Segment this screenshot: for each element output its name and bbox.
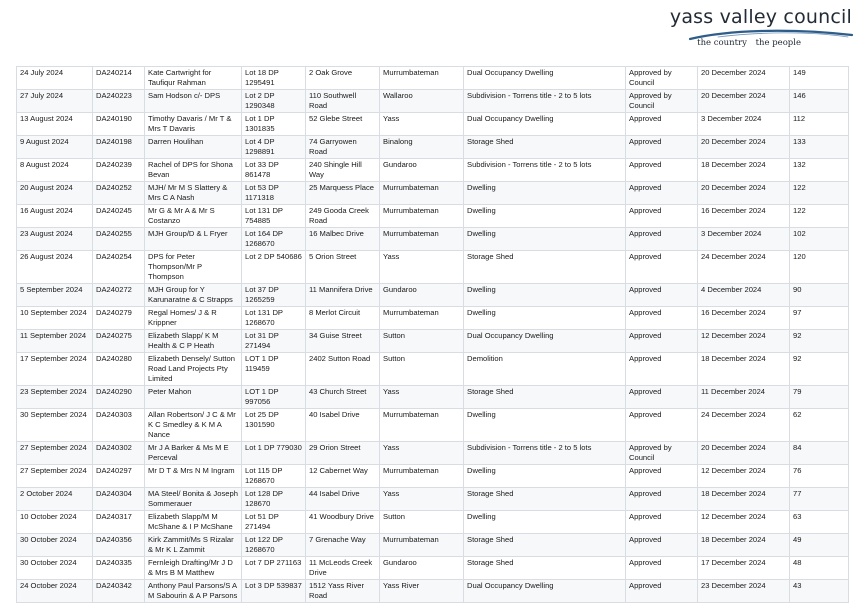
da-number-cell: DA240255 [93, 228, 145, 251]
locality-cell: Yass [380, 442, 464, 465]
locality-cell: Sutton [380, 511, 464, 534]
logo-tagline [694, 38, 804, 48]
decision-cell: Approved [626, 228, 698, 251]
council-logo [660, 6, 856, 54]
decision-date-cell: 18 December 2024 [698, 488, 790, 511]
decision-date-cell: 18 December 2024 [698, 534, 790, 557]
decision-cell: Approved by Council [626, 67, 698, 90]
decision-date-cell: 12 December 2024 [698, 330, 790, 353]
applicant-cell: Kate Cartwright for Taufiqur Rahman [145, 67, 242, 90]
locality-cell: Gundaroo [380, 557, 464, 580]
lot-dp-cell: Lot 18 DP 1295491 [242, 67, 306, 90]
table-row [17, 442, 849, 465]
lodged-date-cell: 9 August 2024 [17, 136, 93, 159]
development-type-cell: Storage Shed [464, 534, 626, 557]
lot-dp-cell: Lot 131 DP 754885 [242, 205, 306, 228]
address-cell: 249 Gooda Creek Road [306, 205, 380, 228]
table-row [17, 534, 849, 557]
development-type-cell: Storage Shed [464, 136, 626, 159]
applicant-cell: Sam Hodson c/- DPS [145, 90, 242, 113]
decision-date-cell: 4 December 2024 [698, 284, 790, 307]
decision-cell: Approved [626, 511, 698, 534]
table-row [17, 113, 849, 136]
lot-dp-cell: Lot 37 DP 1265259 [242, 284, 306, 307]
days-cell: 48 [790, 557, 849, 580]
table-row [17, 488, 849, 511]
days-cell: 76 [790, 465, 849, 488]
applicant-cell: Fernleigh Drafting/Mr J D & Mrs B M Matthew [145, 557, 242, 580]
days-cell: 84 [790, 442, 849, 465]
development-type-cell: Dwelling [464, 409, 626, 442]
locality-cell: Murrumbateman [380, 67, 464, 90]
development-type-cell: Dwelling [464, 284, 626, 307]
development-type-cell: Dual Occupancy Dwelling [464, 113, 626, 136]
lodged-date-cell: 24 October 2024 [17, 580, 93, 603]
locality-cell: Sutton [380, 353, 464, 386]
decision-cell: Approved [626, 386, 698, 409]
lot-dp-cell: Lot 1 DP 779030 [242, 442, 306, 465]
table-row [17, 330, 849, 353]
lodged-date-cell: 2 October 2024 [17, 488, 93, 511]
da-number-cell: DA240303 [93, 409, 145, 442]
decision-cell: Approved [626, 284, 698, 307]
table-row [17, 557, 849, 580]
lot-dp-cell: Lot 3 DP 539837 [242, 580, 306, 603]
decision-cell: Approved [626, 580, 698, 603]
development-type-cell: Dwelling [464, 228, 626, 251]
table-row [17, 580, 849, 603]
applicant-cell: MJH/ Mr M S Slattery & Mrs C A Nash [145, 182, 242, 205]
applicant-cell: Elizabeth Densely/ Sutton Road Land Projects Pty Limited [145, 353, 242, 386]
table-row [17, 159, 849, 182]
applicant-cell: Peter Mahon [145, 386, 242, 409]
days-cell: 43 [790, 580, 849, 603]
table-row [17, 307, 849, 330]
days-cell: 133 [790, 136, 849, 159]
decision-cell: Approved [626, 534, 698, 557]
locality-cell: Yass River [380, 580, 464, 603]
lodged-date-cell: 8 August 2024 [17, 159, 93, 182]
address-cell: 110 Southwell Road [306, 90, 380, 113]
decision-date-cell: 20 December 2024 [698, 442, 790, 465]
days-cell: 92 [790, 353, 849, 386]
da-number-cell: DA240317 [93, 511, 145, 534]
decision-date-cell: 11 December 2024 [698, 386, 790, 409]
days-cell: 120 [790, 251, 849, 284]
da-number-cell: DA240302 [93, 442, 145, 465]
address-cell: 29 Orion Street [306, 442, 380, 465]
decision-cell: Approved [626, 465, 698, 488]
da-number-cell: DA240275 [93, 330, 145, 353]
decision-cell: Approved [626, 409, 698, 442]
address-cell: 43 Church Street [306, 386, 380, 409]
lot-dp-cell: Lot 33 DP 861478 [242, 159, 306, 182]
days-cell: 90 [790, 284, 849, 307]
days-cell: 62 [790, 409, 849, 442]
lot-dp-cell: Lot 2 DP 1290348 [242, 90, 306, 113]
development-type-cell: Dwelling [464, 307, 626, 330]
decision-cell: Approved [626, 251, 698, 284]
locality-cell: Murrumbateman [380, 534, 464, 557]
applicant-cell: Mr G & Mr A & Mr S Costanzo [145, 205, 242, 228]
decision-date-cell: 3 December 2024 [698, 113, 790, 136]
table-row [17, 386, 849, 409]
decision-cell: Approved [626, 113, 698, 136]
lot-dp-cell: LOT 1 DP 997056 [242, 386, 306, 409]
development-type-cell: Dwelling [464, 511, 626, 534]
da-number-cell: DA240272 [93, 284, 145, 307]
tagline-right: the people [755, 38, 801, 48]
decision-date-cell: 20 December 2024 [698, 136, 790, 159]
address-cell: 1512 Yass River Road [306, 580, 380, 603]
lodged-date-cell: 30 October 2024 [17, 557, 93, 580]
lodged-date-cell: 27 July 2024 [17, 90, 93, 113]
applicant-cell: MJH Group/D & L Fryer [145, 228, 242, 251]
address-cell: 34 Guise Street [306, 330, 380, 353]
da-number-cell: DA240297 [93, 465, 145, 488]
locality-cell: Yass [380, 251, 464, 284]
table-row [17, 136, 849, 159]
da-number-cell: DA240223 [93, 90, 145, 113]
address-cell: 74 Garryowen Road [306, 136, 380, 159]
applicant-cell: Allan Robertson/ J C & Mr K C Smedley & K M A Nance [145, 409, 242, 442]
locality-cell: Murrumbateman [380, 409, 464, 442]
address-cell: 2 Oak Grove [306, 67, 380, 90]
table-row [17, 182, 849, 205]
applicant-cell: MA Steel/ Bonita & Joseph Sommerauer [145, 488, 242, 511]
applicant-cell: Mr J A Barker & Ms M E Perceval [145, 442, 242, 465]
locality-cell: Sutton [380, 330, 464, 353]
lodged-date-cell: 17 September 2024 [17, 353, 93, 386]
address-cell: 7 Grenache Way [306, 534, 380, 557]
locality-cell: Yass [380, 488, 464, 511]
address-cell: 40 Isabel Drive [306, 409, 380, 442]
decision-date-cell: 20 December 2024 [698, 90, 790, 113]
development-type-cell: Subdivision - Torrens title - 2 to 5 lots [464, 159, 626, 182]
lot-dp-cell: Lot 128 DP 128670 [242, 488, 306, 511]
decision-cell: Approved [626, 557, 698, 580]
days-cell: 49 [790, 534, 849, 557]
development-type-cell: Dwelling [464, 182, 626, 205]
applicant-cell: Darren Houlihan [145, 136, 242, 159]
lot-dp-cell: Lot 4 DP 1298891 [242, 136, 306, 159]
da-number-cell: DA240304 [93, 488, 145, 511]
table-row [17, 511, 849, 534]
locality-cell: Yass [380, 113, 464, 136]
da-number-cell: DA240280 [93, 353, 145, 386]
da-number-cell: DA240254 [93, 251, 145, 284]
applicant-cell: MJH Group for Y Karunaratne & C Strapps [145, 284, 242, 307]
development-type-cell: Subdivision - Torrens title - 2 to 5 lots [464, 90, 626, 113]
applicant-cell: Rachel of DPS for Shona Bevan [145, 159, 242, 182]
address-cell: 240 Shingle Hill Way [306, 159, 380, 182]
da-number-cell: DA240214 [93, 67, 145, 90]
locality-cell: Binalong [380, 136, 464, 159]
decision-cell: Approved [626, 330, 698, 353]
applicant-cell: Elizabeth Slapp/ K M Health & C P Heath [145, 330, 242, 353]
table-row [17, 90, 849, 113]
development-type-cell: Storage Shed [464, 488, 626, 511]
applicant-cell: Regal Homes/ J & R Krippner [145, 307, 242, 330]
locality-cell: Murrumbateman [380, 205, 464, 228]
lodged-date-cell: 13 August 2024 [17, 113, 93, 136]
locality-cell: Murrumbateman [380, 228, 464, 251]
da-number-cell: DA240198 [93, 136, 145, 159]
table-row [17, 353, 849, 386]
table-row [17, 67, 849, 90]
table-row [17, 409, 849, 442]
lot-dp-cell: Lot 115 DP 1268670 [242, 465, 306, 488]
decision-cell: Approved [626, 307, 698, 330]
locality-cell: Murrumbateman [380, 182, 464, 205]
da-number-cell: DA240239 [93, 159, 145, 182]
lodged-date-cell: 11 September 2024 [17, 330, 93, 353]
development-type-cell: Dwelling [464, 205, 626, 228]
development-applications-table [16, 66, 849, 603]
lodged-date-cell: 23 August 2024 [17, 228, 93, 251]
decision-cell: Approved [626, 136, 698, 159]
decision-cell: Approved by Council [626, 90, 698, 113]
lot-dp-cell: Lot 25 DP 1301590 [242, 409, 306, 442]
lodged-date-cell: 10 October 2024 [17, 511, 93, 534]
decision-cell: Approved by Council [626, 442, 698, 465]
decision-date-cell: 18 December 2024 [698, 159, 790, 182]
decision-cell: Approved [626, 159, 698, 182]
days-cell: 77 [790, 488, 849, 511]
days-cell: 132 [790, 159, 849, 182]
address-cell: 25 Marquess Place [306, 182, 380, 205]
table-row [17, 284, 849, 307]
address-cell: 5 Orion Street [306, 251, 380, 284]
decision-date-cell: 24 December 2024 [698, 409, 790, 442]
development-type-cell: Subdivision - Torrens title - 2 to 5 lots [464, 442, 626, 465]
applicant-cell: Elizabeth Slapp/M M McShane & I P McShane [145, 511, 242, 534]
locality-cell: Gundaroo [380, 284, 464, 307]
development-type-cell: Storage Shed [464, 557, 626, 580]
da-number-cell: DA240356 [93, 534, 145, 557]
days-cell: 122 [790, 205, 849, 228]
days-cell: 122 [790, 182, 849, 205]
table-row [17, 465, 849, 488]
days-cell: 146 [790, 90, 849, 113]
locality-cell: Murrumbateman [380, 465, 464, 488]
days-cell: 63 [790, 511, 849, 534]
lot-dp-cell: Lot 53 DP 1171318 [242, 182, 306, 205]
applicant-cell: Timothy Davaris / Mr T & Mrs T Davaris [145, 113, 242, 136]
development-type-cell: Demolition [464, 353, 626, 386]
applicant-cell: Mr D T & Mrs N M Ingram [145, 465, 242, 488]
lodged-date-cell: 27 September 2024 [17, 465, 93, 488]
decision-date-cell: 3 December 2024 [698, 228, 790, 251]
address-cell: 44 Isabel Drive [306, 488, 380, 511]
decision-date-cell: 12 December 2024 [698, 511, 790, 534]
decision-date-cell: 20 December 2024 [698, 182, 790, 205]
lodged-date-cell: 10 September 2024 [17, 307, 93, 330]
da-number-cell: DA240252 [93, 182, 145, 205]
decision-cell: Approved [626, 488, 698, 511]
lodged-date-cell: 16 August 2024 [17, 205, 93, 228]
development-type-cell: Storage Shed [464, 386, 626, 409]
lodged-date-cell: 26 August 2024 [17, 251, 93, 284]
days-cell: 79 [790, 386, 849, 409]
decision-cell: Approved [626, 353, 698, 386]
lodged-date-cell: 30 October 2024 [17, 534, 93, 557]
development-type-cell: Dwelling [464, 465, 626, 488]
decision-date-cell: 12 December 2024 [698, 465, 790, 488]
lot-dp-cell: LOT 1 DP 119459 [242, 353, 306, 386]
lodged-date-cell: 24 July 2024 [17, 67, 93, 90]
development-type-cell: Dual Occupancy Dwelling [464, 67, 626, 90]
address-cell: 8 Merlot Circuit [306, 307, 380, 330]
logo-name: yass valley council [669, 6, 852, 28]
address-cell: 52 Glebe Street [306, 113, 380, 136]
development-type-cell: Dual Occupancy Dwelling [464, 330, 626, 353]
applicant-cell: Kirk Zammit/Ms S Rizalar & Mr K L Zammit [145, 534, 242, 557]
lot-dp-cell: Lot 1 DP 1301835 [242, 113, 306, 136]
lodged-date-cell: 5 September 2024 [17, 284, 93, 307]
decision-date-cell: 20 December 2024 [698, 67, 790, 90]
decision-date-cell: 23 December 2024 [698, 580, 790, 603]
development-type-cell: Dual Occupancy Dwelling [464, 580, 626, 603]
decision-date-cell: 18 December 2024 [698, 353, 790, 386]
da-number-cell: DA240335 [93, 557, 145, 580]
tagline-left: the country [697, 38, 747, 48]
locality-cell: Wallaroo [380, 90, 464, 113]
address-cell: 2402 Sutton Road [306, 353, 380, 386]
days-cell: 97 [790, 307, 849, 330]
lot-dp-cell: Lot 31 DP 271494 [242, 330, 306, 353]
lot-dp-cell: Lot 7 DP 271163 [242, 557, 306, 580]
table-row [17, 205, 849, 228]
table-row [17, 228, 849, 251]
address-cell: 16 Malbec Drive [306, 228, 380, 251]
days-cell: 92 [790, 330, 849, 353]
decision-cell: Approved [626, 182, 698, 205]
lodged-date-cell: 20 August 2024 [17, 182, 93, 205]
da-number-cell: DA240342 [93, 580, 145, 603]
development-type-cell: Storage Shed [464, 251, 626, 284]
address-cell: 11 McLeods Creek Drive [306, 557, 380, 580]
address-cell: 12 Cabernet Way [306, 465, 380, 488]
lodged-date-cell: 27 September 2024 [17, 442, 93, 465]
days-cell: 149 [790, 67, 849, 90]
decision-date-cell: 16 December 2024 [698, 307, 790, 330]
da-number-cell: DA240279 [93, 307, 145, 330]
applicant-cell: DPS for Peter Thompson/Mr P Thompson [145, 251, 242, 284]
table-row [17, 251, 849, 284]
days-cell: 102 [790, 228, 849, 251]
address-cell: 41 Woodbury Drive [306, 511, 380, 534]
decision-date-cell: 17 December 2024 [698, 557, 790, 580]
locality-cell: Yass [380, 386, 464, 409]
da-number-cell: DA240290 [93, 386, 145, 409]
address-cell: 11 Mannifera Drive [306, 284, 380, 307]
table-body [17, 67, 849, 603]
decision-date-cell: 24 December 2024 [698, 251, 790, 284]
locality-cell: Gundaroo [380, 159, 464, 182]
lodged-date-cell: 30 September 2024 [17, 409, 93, 442]
decision-date-cell: 16 December 2024 [698, 205, 790, 228]
days-cell: 112 [790, 113, 849, 136]
lodged-date-cell: 23 September 2024 [17, 386, 93, 409]
lot-dp-cell: Lot 51 DP 271494 [242, 511, 306, 534]
lot-dp-cell: Lot 122 DP 1268670 [242, 534, 306, 557]
lot-dp-cell: Lot 131 DP 1268670 [242, 307, 306, 330]
lot-dp-cell: Lot 2 DP 540686 [242, 251, 306, 284]
da-number-cell: DA240190 [93, 113, 145, 136]
lot-dp-cell: Lot 164 DP 1268670 [242, 228, 306, 251]
applicant-cell: Anthony Paul Parsons/S A M Sabourin & A P Parsons [145, 580, 242, 603]
locality-cell: Murrumbateman [380, 307, 464, 330]
da-number-cell: DA240245 [93, 205, 145, 228]
decision-cell: Approved [626, 205, 698, 228]
